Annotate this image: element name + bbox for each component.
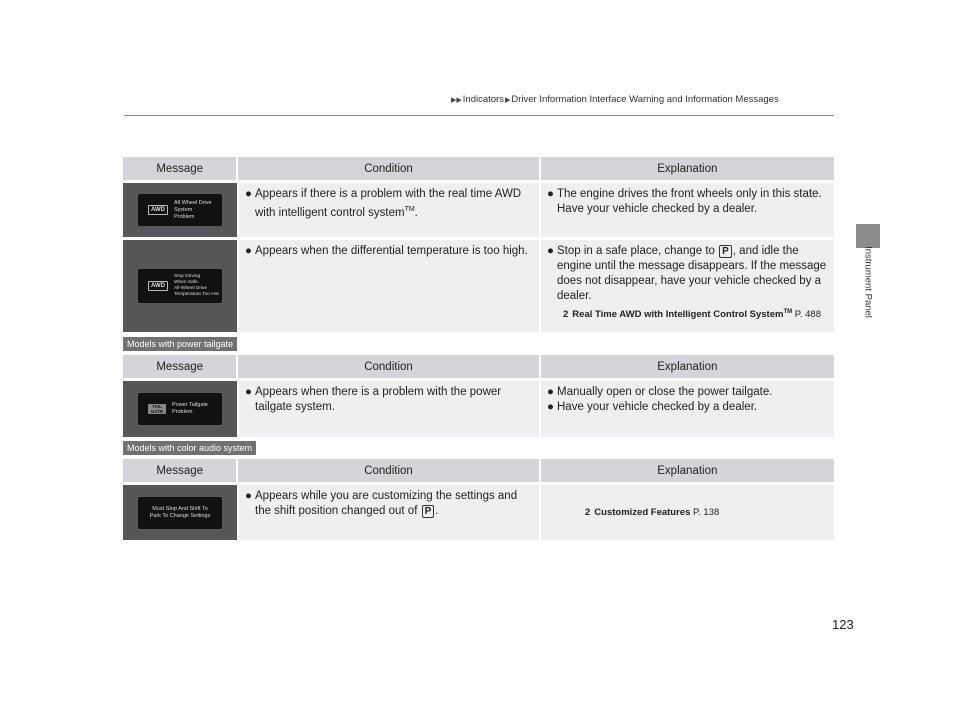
explanation-text: Manually open or close the power tailgate. — [557, 386, 773, 398]
explanation-cell — [539, 381, 834, 437]
bullet-icon: ● — [547, 188, 554, 200]
breadcrumb-topic[interactable]: Driver Information Interface Warning and Information Messages — [511, 94, 779, 105]
cross-reference[interactable] — [585, 506, 828, 519]
breadcrumb-arrow-icon: ▶ — [504, 97, 511, 104]
explanation-text: , and idle the engine until the message disappears. If the message does not disappear, have your vehicle checked by a dealer. — [557, 245, 827, 302]
display-text: Stop Driving — [174, 273, 201, 279]
models-with-power-tailgate-label: Models with power tailgate — [123, 337, 237, 351]
column-header-explanation: Explanation — [539, 157, 834, 180]
awd-indicator-icon: AWD — [148, 205, 168, 215]
display-text: Temperature Too Hot — [174, 292, 219, 298]
bullet-icon: ● — [547, 245, 554, 257]
cross-reference[interactable] — [563, 306, 828, 321]
display-text: Park To Change Settings — [149, 512, 211, 519]
explanation-cell — [539, 485, 834, 540]
column-header-message: Message — [156, 464, 204, 477]
breadcrumb-section[interactable]: Indicators — [462, 94, 504, 105]
reference-arrow-icon: 2 — [585, 507, 591, 518]
table-row — [123, 183, 834, 237]
display-text: When Safe. — [174, 279, 200, 285]
condition-text: Appears when there is a problem with the power tailgate system. — [255, 386, 502, 413]
condition-text: . — [435, 505, 439, 517]
message-image-cell — [123, 485, 237, 540]
bullet-icon: ● — [547, 386, 554, 398]
condition-text: Appears when the differential temperature is too high. — [255, 245, 528, 257]
bullet-icon: ● — [245, 245, 252, 257]
trademark: TM — [783, 309, 793, 315]
models-with-color-audio-label: Models with color audio system — [123, 441, 256, 455]
messages-table-tailgate — [123, 355, 834, 437]
table-row — [123, 240, 834, 332]
condition-cell — [237, 240, 539, 332]
display-text: System — [174, 206, 193, 213]
explanation-text: Stop in a safe place, change to — [557, 245, 715, 257]
display-text: Problem — [172, 409, 193, 415]
messages-table-audio — [123, 459, 834, 540]
reference-page[interactable]: P. 138 — [693, 507, 720, 518]
condition-text: Appears if there is a problem with the real time AWD with intelligent control system — [255, 188, 522, 219]
column-header-condition: Condition — [236, 459, 538, 482]
bullet-icon: ● — [245, 188, 252, 200]
tailgate-indicator-icon: TAIL GATE — [148, 404, 166, 414]
display-text: All Wheel Drive — [174, 199, 212, 206]
awd-indicator-icon: AWD — [148, 281, 168, 291]
display-text: Must Stop And Shift To — [152, 505, 208, 512]
column-header-explanation: Explanation — [539, 355, 834, 378]
must-stop-display — [138, 497, 222, 529]
reference-title[interactable]: Real Time AWD with Intelligent Control System — [572, 309, 784, 321]
table-row — [123, 381, 834, 437]
breadcrumb — [450, 94, 779, 105]
bullet-icon: ● — [245, 386, 252, 398]
display-text: Problem — [174, 213, 195, 220]
explanation-text: The engine drives the front wheels only in this state. Have your vehicle checked by a dealer. — [557, 188, 822, 215]
condition-text: Appears while you are customizing the settings and the shift position changed out of — [255, 490, 518, 517]
table-header — [123, 157, 834, 180]
explanation-cell — [539, 240, 834, 332]
table-header — [123, 459, 834, 482]
condition-cell — [237, 485, 539, 540]
message-image-cell — [123, 183, 237, 237]
reference-title[interactable]: Customized Features — [594, 507, 691, 518]
column-header-message: Message — [156, 162, 204, 175]
awd-temperature-display — [138, 269, 222, 303]
reference-page[interactable]: P. 488 — [794, 309, 821, 321]
explanation-cell — [539, 183, 834, 237]
column-header-message: Message — [156, 360, 204, 373]
awd-problem-display — [138, 194, 222, 226]
table-header — [123, 355, 834, 378]
park-gear-icon: P — [422, 505, 435, 518]
table-row — [123, 485, 834, 540]
park-gear-icon: P — [719, 245, 732, 258]
bullet-icon: ● — [547, 401, 554, 413]
message-image-cell — [123, 240, 237, 332]
breadcrumb-arrow-icon: ▶▶ — [451, 97, 462, 104]
column-header-condition: Condition — [236, 355, 538, 378]
reference-arrow-icon: 2 — [563, 309, 569, 321]
condition-cell: ● Appears if there is a problem with the real time AWD with intelligent control system™. — [237, 183, 539, 237]
chapter-tab-marker — [856, 224, 880, 248]
header-rule — [124, 115, 834, 116]
explanation-text: Have your vehicle checked by a dealer. — [557, 401, 758, 413]
page-number: 123 — [832, 617, 854, 632]
trademark: TM — [404, 206, 415, 213]
power-tailgate-display — [138, 393, 222, 425]
column-header-explanation: Explanation — [539, 459, 834, 482]
display-text: All-Wheel Drive — [174, 286, 208, 291]
chapter-label: Instrument Panel — [862, 246, 874, 318]
messages-table-awd — [123, 157, 834, 332]
bullet-icon: ● — [245, 490, 252, 502]
column-header-condition: Condition — [236, 157, 538, 180]
display-text: Power Tailgate — [172, 402, 208, 408]
condition-cell — [237, 381, 539, 437]
message-image-cell — [123, 381, 237, 437]
